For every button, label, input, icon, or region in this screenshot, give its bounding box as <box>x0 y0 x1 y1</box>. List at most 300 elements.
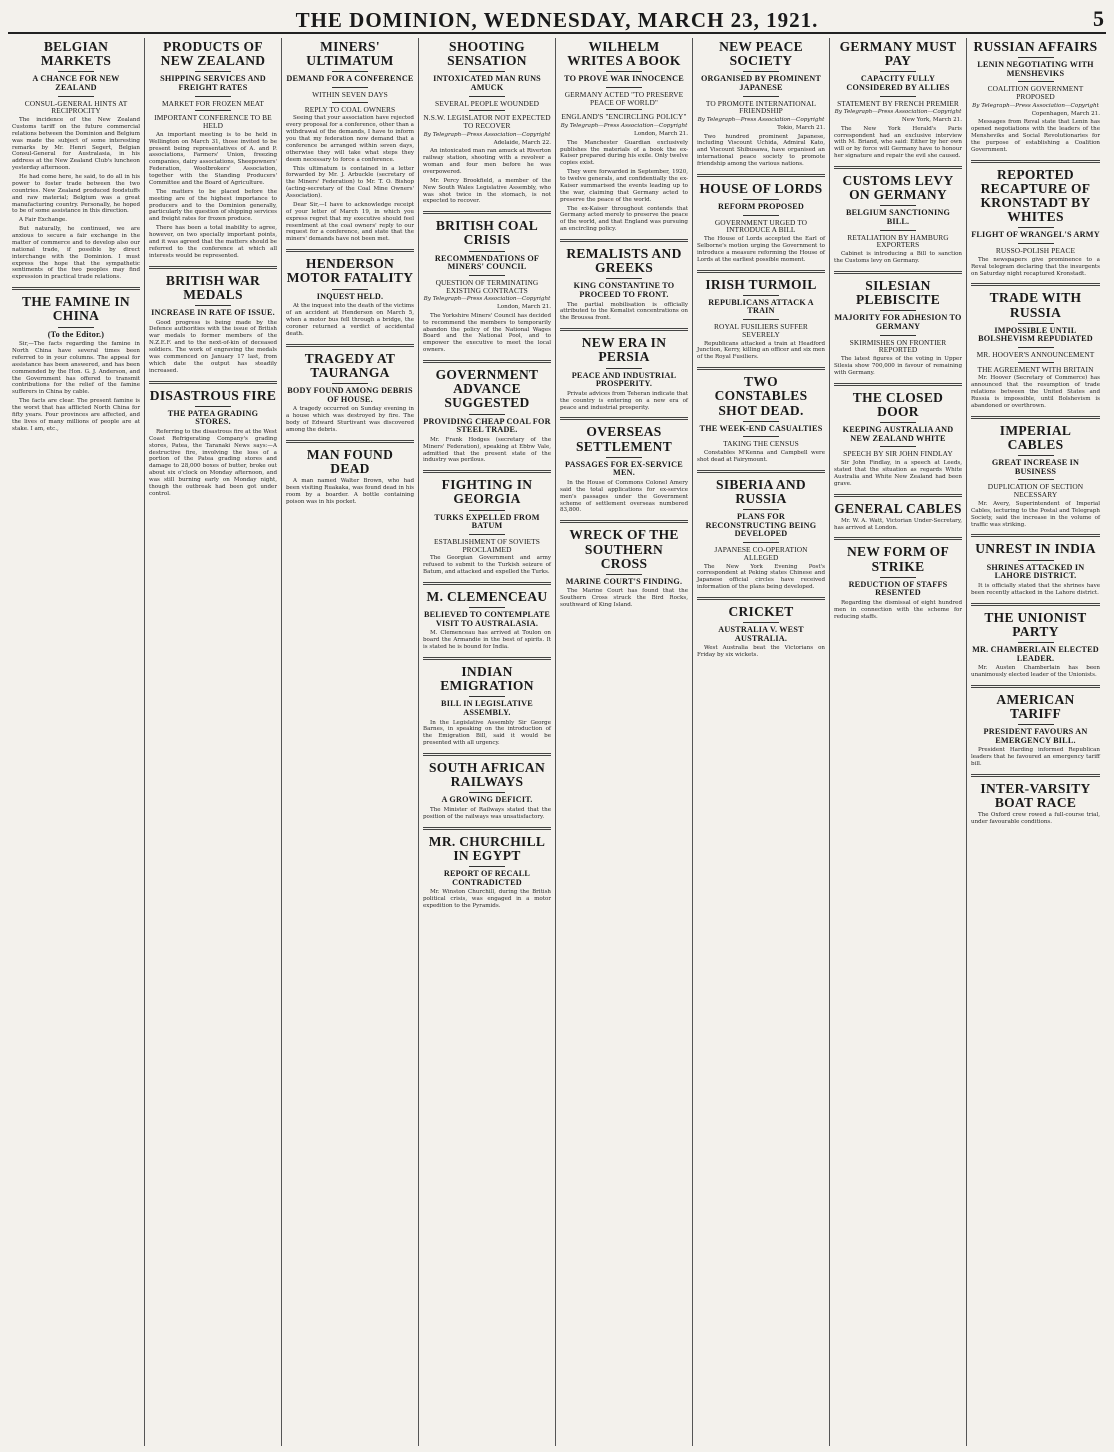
story-paragraph: Good progress is being made by the Defence authorities with the issue of British war medals to former members of the N.Z.E.F. and to the next-of-kin of deceased soldiers. The work of engraving the medals was commenced on January 17 last, from which date the output has steadily increased. <box>149 319 277 374</box>
story-subhead: RETALIATION BY HAMBURG EXPORTERS <box>847 232 949 250</box>
story <box>971 542 1100 596</box>
story-paragraph: The House of Lords accepted the Earl of Selborne's motion urging the Government to introduce a measure reforming the House of Lords at the earliest possible moment. <box>697 236 825 263</box>
story-dateline: London, March 21. <box>634 130 688 137</box>
story-subhead: QUESTION OF TERMINATING EXISTING CONTRACTS <box>435 277 539 295</box>
story-divider <box>834 166 962 169</box>
story-paragraph: Two hundred prominent Japanese, including Viscount Uchida, Admiral Kato, and Viscount Shibusawa, have organised an international peace society to promote friendship among the various nations. <box>697 133 825 167</box>
story-paragraph: A Fair Exchange. <box>19 217 68 224</box>
story <box>697 605 825 659</box>
headline-rule <box>332 87 368 88</box>
story-byline: By Telegraph—Press Association—Copyright <box>972 102 1099 109</box>
story-headline: AMERICAN TARIFF <box>996 691 1075 722</box>
story-divider <box>149 381 277 384</box>
story-paragraph: The Marine Court has found that the Southern Cross struck the Bird Rocks, southward of King Island. <box>560 588 688 609</box>
story-subhead: MARKET FOR FROZEN MEAT <box>161 98 265 108</box>
story-headline: NEW ERA IN PERSIA <box>581 335 667 365</box>
story-paragraph: The partial mobilisation is officially attributed to the Kemalist concentrations on the Broussa front. <box>560 301 688 322</box>
story <box>149 274 277 375</box>
story-byline: By Telegraph—Press Association—Copyright <box>697 117 825 124</box>
story-divider <box>12 287 140 290</box>
story-subhead: KEEPING AUSTRALIA AND NEW ZEALAND WHITE <box>842 425 954 443</box>
story-paragraph: The ex-Kaiser throughout contends that Germany acted merely to preserve the peace of the world, and that England was pursuing an encircling policy. <box>560 205 688 233</box>
story <box>286 352 414 434</box>
story-headline: THE FAMINE IN CHINA <box>22 294 130 324</box>
story-subhead: REPLY TO COAL OWNERS <box>304 104 396 114</box>
story-subhead: SHIPPING SERVICES AND FREIGHT RATES <box>160 74 266 92</box>
headline-rule <box>743 436 779 437</box>
story-divider <box>423 657 551 660</box>
headline-rule <box>195 110 231 111</box>
story-subhead: INCREASE IN RATE OF ISSUE. <box>151 307 275 317</box>
story-subhead: TO PROMOTE INTERNATIONAL FRIENDSHIP <box>705 98 817 116</box>
story-paragraph: Mr. Frank Hodges (secretary of the Miners' Federation), speaking at Ebbw Vale, admitted that the present state of the industry was perilous. <box>423 436 551 464</box>
story-headline: BRITISH WAR MEDALS <box>165 272 261 302</box>
story-divider <box>971 685 1100 688</box>
headline-rule <box>743 295 779 296</box>
story-subhead: THE PATEA GRADING STORES. <box>167 408 259 427</box>
headline-rule <box>1018 455 1054 456</box>
story-headline: GENERAL CABLES <box>834 500 962 516</box>
headline-rule <box>469 696 505 697</box>
story-subhead: PEACE AND INDUSTRIAL PROSPERITY. <box>571 370 677 389</box>
story-headline: CRICKET <box>728 604 794 620</box>
story <box>423 219 551 354</box>
story-subhead: MR. HOOVER'S ANNOUNCEMENT <box>976 349 1095 359</box>
story-headline: INTER-VARSITY BOAT RACE <box>980 781 1091 811</box>
story-headline: GERMANY MUST PAY <box>839 39 957 69</box>
story-paragraph: President Harding informed Republican leaders that he favoured an emergency tariff bill. <box>971 747 1100 768</box>
story-headline: REMALISTS AND GREEKS <box>566 246 682 276</box>
story-paragraph: A tragedy occurred on Sunday evening in a house which was destroyed by fire. The body of Edward Sturtivant was discovered among the debris. <box>286 406 414 433</box>
story-divider <box>834 537 962 540</box>
headline-rule <box>880 446 916 447</box>
story-subhead: ROYAL FUSILIERS SUFFER SEVERELY <box>714 322 808 339</box>
story-paragraph: Mr. W. A. Watt, Victorian Under-Secretary, has arrived at London. <box>834 517 962 531</box>
story <box>423 835 551 910</box>
headline-rule <box>469 71 505 72</box>
story-headline: SOUTH AFRICAN RAILWAYS <box>428 760 546 790</box>
story-divider <box>697 470 825 473</box>
story-divider <box>560 417 688 420</box>
headline-rule <box>743 421 779 422</box>
story-paragraph: The Minister of Railways stated that the position of the railways was unsatisfactory. <box>423 807 551 820</box>
story-headline: BELGIAN MARKETS <box>40 39 112 69</box>
story-headline: DISASTROUS FIRE <box>149 387 277 403</box>
headline-rule <box>332 102 368 103</box>
story-divider <box>286 344 414 347</box>
headline-rule <box>469 275 505 276</box>
story-subhead: REPUBLICANS ATTACK A TRAIN <box>708 297 814 316</box>
story-paragraph: He had come here, he said, to do all in his power to foster trade between the two countries. New Zealand produced foodstuffs and raw material; Belgium was a great manufacturing country. Personally, he hoped to be of some assistance in this direction. <box>12 174 140 215</box>
story-subhead: IMPOSSIBLE UNTIL BOLSHEVISM REPUDIATED <box>978 325 1093 344</box>
story-divider <box>971 160 1100 163</box>
story-divider <box>971 603 1100 606</box>
story-paragraph: Seeing that your association have rejected every proposal for a conference, other than a withdrawal of the demands, I have to inform you that my federation now demand that a conference be arranged within seven days, otherwise they will take what steps they deem necessary to force a conference. <box>286 115 414 163</box>
story <box>423 761 551 821</box>
headline-rule <box>1018 347 1054 348</box>
story-subhead: A GROWING DEFICIT. <box>441 795 533 805</box>
headline-rule <box>469 251 505 252</box>
story-divider <box>149 266 277 269</box>
story-headline: THE UNIONIST PARTY <box>984 609 1087 639</box>
headline-rule <box>743 199 779 200</box>
story-subhead: THE WEEK-END CASUALTIES <box>699 423 823 433</box>
story-divider <box>834 271 962 274</box>
story-divider <box>834 383 962 386</box>
story-divider <box>834 494 962 497</box>
story-subhead: DUPLICATION OF SECTION NECESSARY <box>987 482 1084 500</box>
story-headline: FIGHTING IN GEORGIA <box>441 477 533 507</box>
story-subhead: (To the Editor.) <box>47 329 105 339</box>
story-paragraph: Dear Sir,—I have to acknowledge receipt of your letter of March 19, in which you express regret that my executive should feel resentment at the coal owners' reply to our request for a conference, and state that the miners' demands have not been met. <box>286 201 414 243</box>
story <box>560 247 688 322</box>
story <box>12 295 140 432</box>
story <box>971 40 1100 154</box>
story-headline: TWO CONSTABLES SHOT DEAD. <box>714 374 808 418</box>
story-byline: By Telegraph—Press Association—Copyright <box>834 109 962 116</box>
story-divider <box>423 470 551 473</box>
story-paragraph: There has been a total inability to agree, however, on two specially important points, and it was agreed that the matters should be referred to the conference at which all interests would be represented. <box>149 225 277 259</box>
story-subhead: STATEMENT BY FRENCH PREMIER <box>837 98 959 108</box>
column-1 <box>8 38 145 1446</box>
story-subhead: THE AGREEMENT WITH BRITAIN <box>977 364 1094 374</box>
story-subhead: AUSTRALIA V. WEST AUSTRALIA. <box>718 625 804 643</box>
story-subhead: CONSUL-GENERAL HINTS AT RECIPROCITY <box>24 98 128 116</box>
column-2 <box>145 38 282 1446</box>
story-divider <box>560 328 688 331</box>
story-subhead: SEVERAL PEOPLE WOUNDED <box>434 98 540 108</box>
story-headline: MAN FOUND DEAD <box>306 446 394 476</box>
story-headline: MINERS' ULTIMATUM <box>306 39 394 69</box>
story-dateline: Tokio, March 21. <box>777 124 825 131</box>
story-subhead: ESTABLISHMENT OF SOVIETS PROCLAIMED <box>434 536 540 554</box>
story <box>286 257 414 337</box>
story-headline: BRITISH COAL CRISIS <box>435 218 539 248</box>
story <box>560 336 688 411</box>
story-divider <box>971 534 1100 537</box>
story-subhead: LENIN NEGOTIATING WITH MENSHEVIKS <box>977 60 1094 78</box>
story-paragraph: Referring to the disastrous fire at the West Coast Refrigerating Company's grading stores, Patea, the Taranaki News says:—A destructive fire, involving the loss of a portion of the Patea grading stores and damage to 28,000 boxes of butter, broke out about six o'clock on Monday afternoon, and was still burning early on Monday night, though the outbreak had been got under control. <box>149 428 277 497</box>
story-divider <box>697 270 825 273</box>
story-subhead: REFORM PROPOSED <box>717 202 804 212</box>
story-divider <box>971 283 1100 286</box>
headline-rule <box>880 422 916 423</box>
story-subhead: SKIRMISHES ON FRONTIER REPORTED <box>849 337 947 355</box>
column-3 <box>282 38 419 1446</box>
story-paragraph: M. Clemenceau has arrived at Toulon on board the Armandie in the best of spirits. It is stated he is bound for India. <box>423 630 551 651</box>
story-headline: TRAGEDY AT TAURANGA <box>304 350 396 380</box>
headline-rule <box>880 577 916 578</box>
story-subhead: TO PROVE WAR INNOCENCE <box>564 74 684 84</box>
story-headline: CUSTOMS LEVY ON GERMANY <box>842 173 954 203</box>
headline-rule <box>469 510 505 511</box>
story-paragraph: An intoxicated man ran amuck at Riverton railway station, shooting with a revolver a woman and four men before he was overpowered. <box>423 148 551 175</box>
headline-rule <box>1018 323 1054 324</box>
story-paragraph: Cabinet is introducing a Bill to sanction the Customs levy on Germany. <box>834 251 962 265</box>
headline-rule <box>332 289 368 290</box>
headline-rule <box>1018 81 1054 82</box>
story <box>971 168 1100 278</box>
story-paragraph: The facts are clear. The present famine is the worst that has afflicted North China for fifty years. Four provinces are affected, and the lives of many millions of people are at stake. I am, etc., <box>12 398 140 432</box>
story-headline: MR. CHURCHILL IN EGYPT <box>428 833 546 863</box>
column-7 <box>830 38 967 1446</box>
story-subhead: ENGLAND'S "ENCIRCLING POLICY" <box>561 112 687 122</box>
story <box>12 40 140 281</box>
story <box>971 611 1100 679</box>
column-6 <box>693 38 830 1446</box>
story-subhead: GOVERNMENT URGED TO INTRODUCE A BILL <box>714 217 808 235</box>
story-paragraph: The matters to be placed before the meeting are of the highest importance to producers and to the Dominion generally, particularly the question of shipping services and freight rates for frozen produce. <box>149 188 277 223</box>
story-paragraph: Mr. Austen Chamberlain has been unanimously elected leader of the Unionists. <box>971 665 1100 679</box>
story-byline: By Telegraph—Press Association—Copyright <box>560 123 688 130</box>
headline-rule <box>606 109 642 110</box>
story-subhead: JAPANESE CO-OPERATION ALLEGED <box>714 545 808 562</box>
story-headline: OVERSEAS SETTLEMENT <box>575 424 673 454</box>
story-headline: SHOOTING SENSATION <box>447 39 527 69</box>
headline-rule <box>332 71 368 72</box>
story-headline: NEW FORM OF STRIKE <box>846 544 950 574</box>
story <box>697 375 825 464</box>
story <box>560 425 688 514</box>
story-subhead: A CHANCE FOR NEW ZEALAND <box>32 74 120 92</box>
story-divider <box>423 211 551 214</box>
story-headline: RUSSIAN AFFAIRS <box>973 39 1098 54</box>
headline-rule <box>743 542 779 543</box>
story-paragraph: The New York Herald's Paris correspondent had an exclusive interview with M. Briand, who said: Either by her own will or by force will Germany have to honour her signature and repair the evil she caused. <box>834 125 962 160</box>
story-dateline: Copenhagen, March 21. <box>1031 110 1100 117</box>
story-paragraph: Sir John Findlay, in a speech at Leeds, stated that the situation as regards White Australia and White New Zealand had been grave. <box>834 460 962 487</box>
headline-rule <box>1018 479 1054 480</box>
masthead <box>8 6 1106 34</box>
story-paragraph: The latest figures of the voting in Upper Silesia show 700,000 in favour of remaining with Germany. <box>834 356 962 376</box>
headline-rule <box>880 230 916 231</box>
story-paragraph: Mr. Percy Brookfield, a member of the New South Wales Legislative Assembly, who was shot twice in the stomach, is not expected to recover. <box>423 177 551 205</box>
story-headline: SILESIAN PLEBISCITE <box>855 277 941 308</box>
column-4 <box>419 38 556 1446</box>
headline-rule <box>195 96 231 97</box>
headline-rule <box>606 457 642 458</box>
headline-rule <box>880 96 916 97</box>
headline-rule <box>469 414 505 415</box>
story-paragraph: The Georgian Government and army refused to submit to the Turkish seizure of Batum, and attacked and expelled the Turks. <box>423 555 551 576</box>
story-paragraph: Republicans attacked a train at Headford Junction, Kerry, killing an officer and six men of the Royal Fusiliers. <box>697 340 825 361</box>
story-headline: UNREST IN INDIA <box>975 541 1096 557</box>
headline-rule <box>469 607 505 608</box>
story-divider <box>697 174 825 177</box>
headline-rule <box>743 509 779 510</box>
story-subhead: WITHIN SEVEN DAYS <box>312 89 388 99</box>
story-subhead: COALITION GOVERNMENT PROPOSED <box>987 84 1084 102</box>
headline-rule <box>743 71 779 72</box>
story-divider <box>286 440 414 443</box>
story-headline: TRADE WITH RUSSIA <box>989 290 1082 320</box>
story-headline: NEW PEACE SOCIETY <box>719 39 803 69</box>
story-divider <box>971 416 1100 419</box>
headline-rule <box>880 335 916 336</box>
story-subhead: INQUEST HELD. <box>316 291 384 301</box>
headline-rule <box>195 71 231 72</box>
column-5 <box>556 38 693 1446</box>
story <box>834 40 962 160</box>
story-paragraph: In the House of Commons Colonel Amery said the total applications for ex-service men's passages under the Government scheme of settlement overseas numbered 83,800. <box>560 479 688 514</box>
headline-rule <box>743 96 779 97</box>
story <box>560 40 688 233</box>
headline-rule <box>1018 243 1054 244</box>
story-divider <box>423 753 551 756</box>
headline-rule <box>1018 642 1054 643</box>
story-divider <box>560 520 688 523</box>
story-paragraph: An important meeting is to be held in Wellington on March 31, those invited to be present being representatives of A. and P. associations, Farmers' Union, freezing companies, dairy associations, Sheepowners' Federation, Woolbrokers' Association, together with the Standing Producers' Committee and the Board of Agriculture. <box>149 131 277 186</box>
headline-rule <box>58 327 94 328</box>
headline-rule <box>469 534 505 535</box>
story-headline: HOUSE OF LORDS <box>699 180 823 196</box>
story <box>834 279 962 377</box>
story-headline: M. CLEMENCEAU <box>426 588 548 604</box>
story-byline: By Telegraph—Press Association—Copyright <box>423 131 551 138</box>
story-subhead: BELIEVED TO CONTEMPLATE VISIT TO AUSTRALASIA. <box>423 610 551 628</box>
column-8 <box>967 38 1104 1446</box>
story-subhead: PROVIDING CHEAP COAL FOR STEEL TRADE. <box>423 416 551 435</box>
headline-rule <box>1018 724 1054 725</box>
story-subhead: RUSSO-POLISH PEACE <box>995 246 1076 255</box>
story-divider <box>423 582 551 585</box>
story <box>560 528 688 609</box>
story-subhead: SHRINES ATTACKED IN LAHORE DISTRICT. <box>986 562 1085 581</box>
story-subhead: BODY FOUND AMONG DEBRIS OF HOUSE. <box>287 385 413 404</box>
headline-rule <box>880 71 916 72</box>
story-paragraph: At the inquest into the death of the victims of an accident at Henderson on March 5, when a motor bus fell through a bridge, the coroner returned a verdict of accidental death. <box>286 303 414 337</box>
story-paragraph: The New York Evening Post's correspondent at Peking states Chinese and Japanese official circles have received information of the plans being developed. <box>697 563 825 591</box>
headline-rule <box>606 71 642 72</box>
story-divider <box>697 597 825 600</box>
story-headline: IMPERIAL CABLES <box>999 422 1072 453</box>
story-paragraph: In the Legislative Assembly Sir George Barnes, in speaking on the introduction of the Emigration Bill, said it would be presented with all urgency. <box>423 719 551 747</box>
headline-rule <box>606 278 642 279</box>
story <box>834 545 962 620</box>
story <box>971 424 1100 529</box>
story-subhead: MAJORITY FOR ADHESION TO GERMANY <box>834 313 962 331</box>
story-paragraph: Constables M'Kenna and Campbell were shot dead at Fairymount. <box>697 450 825 463</box>
story-paragraph: This ultimatum is contained in a letter forwarded by Mr. J. Arbuckle (secretary of the Miners' Federation) to Mr. T. O. Bishop (acting-secretary of the Coal Mine Owners' Association). <box>286 165 414 200</box>
story-dateline: London, March 21. <box>497 304 551 311</box>
story-paragraph: Messages from Reval state that Lenin has opened negotiations with the leaders of the Mensheviks and Social Revolutionaries for the purpose of establishing a Coalition Government. <box>971 119 1100 153</box>
headline-rule <box>1018 362 1054 363</box>
story-paragraph: Regarding the dismissal of eight hundred men in connection with the scheme for reducing staffs. <box>834 599 962 620</box>
story-dateline: Adelaide, March 22. <box>493 139 551 146</box>
story-paragraph: Mr. Hoover (Secretary of Commerce) has announced that the resumption of trade relations between the United States and Russia is impossible, until Bolshevism is abandoned or overthrown. <box>971 375 1100 409</box>
story-subhead: BELGIUM SANCTIONING BILL. <box>845 208 951 227</box>
story-subhead: MR. CHAMBERLAIN ELECTED LEADER. <box>972 644 1099 663</box>
story-byline: By Telegraph—Press Association—Copyright <box>423 296 551 303</box>
story-subhead: REPORT OF RECALL CONTRADICTED <box>443 869 531 887</box>
story-subhead: TAKING THE CENSUS <box>723 439 799 449</box>
headline-rule <box>469 792 505 793</box>
story-subhead: FLIGHT OF WRANGEL'S ARMY <box>971 230 1100 240</box>
story <box>423 478 551 576</box>
story-divider <box>971 774 1100 777</box>
story <box>423 40 551 205</box>
story-headline: THE CLOSED DOOR <box>852 389 944 419</box>
story-subhead: MARINE COURT'S FINDING. <box>565 576 683 586</box>
story <box>971 291 1100 409</box>
headline-rule <box>743 622 779 623</box>
story-divider <box>560 239 688 242</box>
story <box>697 478 825 591</box>
story-paragraph: The newspapers give prominence to a Reval telegram declaring that the insurgents on Saturday night recaptured Kronstadt. <box>971 256 1100 277</box>
headline-rule <box>743 319 779 320</box>
story <box>834 174 962 265</box>
story-subhead: DEMAND FOR A CONFERENCE <box>286 74 414 84</box>
headline-rule <box>743 215 779 216</box>
newspaper-columns <box>8 38 1106 1446</box>
story <box>286 448 414 506</box>
story <box>286 40 414 243</box>
story-dateline: New York, March 21. <box>901 117 962 124</box>
story-headline: WRECK OF THE SOUTHERN CROSS <box>569 527 679 571</box>
story-subhead: TURKS EXPELLED FROM BATUM <box>434 512 540 531</box>
story-subhead: CAPACITY FULLY CONSIDERED BY ALLIES <box>846 74 950 92</box>
story-divider <box>423 360 551 363</box>
headline-rule <box>469 96 505 97</box>
headline-rule <box>606 368 642 369</box>
headline-rule <box>195 406 231 407</box>
story-paragraph: The Yorkshire Miners' Council has decided to recommend the members to temporarily abandon the policy of the National Wages Board and the National Pool, and to empower the executive to meet the local owners. <box>423 312 551 354</box>
story-subhead: PLANS FOR RECONSTRUCTING BEING DEVELOPED <box>705 512 817 539</box>
story-subhead: INTOXICATED MAN RUNS AMUCK <box>433 74 541 92</box>
story-paragraph: But naturally, he continued, we are anxious to secure a fair exchange in the matter of commerce and to develop also our national trade, if possible by direct interchange with the Dominion. I must express the hope that the sympathetic sentiments of the two peoples may find expression in practical trade relations. <box>12 226 140 281</box>
headline-rule <box>332 383 368 384</box>
story-paragraph: The Oxford crew rowed a full-course trial, under favourable conditions. <box>971 812 1100 826</box>
story <box>149 40 277 260</box>
story-paragraph: Sir,—The facts regarding the famine in North China have several times been referred to in your columns. The appeal for assistance has been answered, and has been commended by the Hon. G. J. Anderson, and the Government has offered to transmit contributions for the relief of the famine sufferers in China by cable. <box>12 341 140 396</box>
headline-rule <box>880 310 916 311</box>
headline-rule <box>1018 227 1054 228</box>
story-paragraph: A man named Walter Brown, who had been visiting Ruakaka, was found dead in his room by a boarder. A bottle containing poison was in his pocket. <box>286 477 414 505</box>
headline-rule <box>880 205 916 206</box>
story-subhead: SPEECH BY SIR JOHN FINDLAY <box>843 449 953 459</box>
story-headline: REPORTED RECAPTURE OF KRONSTADT BY WHITES <box>980 166 1091 225</box>
story-paragraph: They were forwarded in September, 1920, to twelve generals, and confidentially the ex-Kaiser summarised the events leading up to the war, claiming that Germany acted to preserve the peace of the world. <box>560 169 688 203</box>
story-subhead: GREAT INCREASE IN BUSINESS <box>991 458 1080 476</box>
headline-rule <box>195 305 231 306</box>
headline-rule <box>606 574 642 575</box>
story <box>971 693 1100 768</box>
headline-rule <box>1018 560 1054 561</box>
story <box>423 368 551 464</box>
story <box>971 782 1100 826</box>
story-headline: INDIAN EMIGRATION <box>440 663 534 694</box>
story-subhead: BILL IN LEGISLATIVE ASSEMBLY. <box>441 699 533 717</box>
story <box>423 665 551 747</box>
story-subhead: GERMANY ACTED "TO PRESERVE PEACE OF WORLD" <box>564 89 684 107</box>
story-paragraph: Mr. Avery, Superintendent of Imperial Cables, lecturing to the Postal and Telegraph Society, said the increase in the volume of traffic was striking. <box>971 500 1100 528</box>
story-divider <box>697 367 825 370</box>
story-paragraph: Mr. Winston Churchill, during the British political crisis, was engaged in a motor expedition to the Pyramids. <box>423 889 551 910</box>
story-headline: PRODUCTS OF NEW ZEALAND <box>160 39 266 69</box>
story-divider <box>423 827 551 830</box>
headline-rule <box>1018 57 1054 58</box>
story <box>697 40 825 168</box>
story-headline: SIBERIA AND RUSSIA <box>716 476 806 507</box>
story-subhead: IMPORTANT CONFERENCE TO BE HELD <box>154 113 272 131</box>
page-number: 5 <box>1093 6 1104 31</box>
story-subhead: ORGANISED BY PROMINENT JAPANESE <box>700 74 822 92</box>
story-headline: WILHELM WRITES A BOOK <box>567 39 681 69</box>
story <box>697 278 825 362</box>
story-paragraph: West Australia beat the Victorians on Friday by six wickets. <box>697 645 825 659</box>
headline-rule <box>58 96 94 97</box>
story-subhead: REDUCTION OF STAFFS RESENTED <box>848 579 948 598</box>
